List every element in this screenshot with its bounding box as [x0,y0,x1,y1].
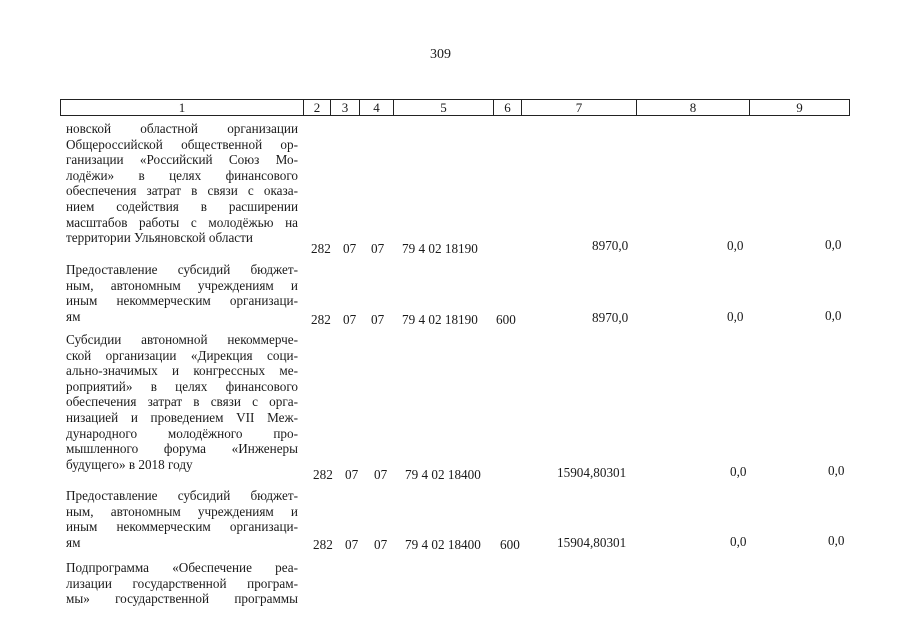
desc-line: ально-значимых и конгрессных ме- [66,363,298,379]
row-4-col-9: 0,0 [828,533,845,548]
desc-line: ным, автономным учреждениям и [66,277,298,293]
desc-line: иным некоммерческим организаци- [66,519,298,535]
row-3-col-4: 07 [374,467,388,482]
row-2-col-6: 600 [496,312,516,327]
desc-line: обеспечения затрат в связи с оказа- [66,183,298,199]
header-col-1: 1 [61,100,304,115]
desc-line: новской областной организации [66,121,298,136]
row-4-col-5: 79 4 02 18400 [405,537,481,552]
row-4-description [66,488,298,550]
row-3-description [66,332,298,472]
desc-line: Подпрограмма «Обеспечение реа- [66,560,298,575]
row-2-col-2: 282 [311,312,331,327]
table-header [60,99,850,116]
row-3-col-9: 0,0 [828,463,845,478]
header-col-5: 5 [394,100,494,115]
desc-line: роприятий» в целях финансового [66,378,298,394]
header-col-8: 8 [637,100,750,115]
desc-line: лодёжи» в целях финансового [66,167,298,183]
row-2-description [66,262,298,324]
row-1-col-4: 07 [371,241,385,256]
desc-line: нием содействия в расширении [66,198,298,214]
desc-line: Субсидии автономной некоммерче- [66,332,298,347]
header-col-9: 9 [796,100,803,115]
desc-line: будущего» в 2018 году [66,456,193,472]
row-2-col-9: 0,0 [825,308,842,323]
row-4-col-8: 0,0 [730,534,747,549]
row-4-col-2: 282 [313,537,333,552]
row-3-col-8: 0,0 [730,464,747,479]
desc-line: масштабов работы с молодёжью на [66,214,298,230]
desc-line: ям [66,534,81,550]
row-2-col-4: 07 [371,312,385,327]
row-1-col-2: 282 [311,241,331,256]
desc-line: ям [66,308,81,324]
row-2-col-5: 79 4 02 18190 [402,312,478,327]
desc-line: мы» государственной программы [66,591,298,607]
page-number: 309 [430,47,451,62]
desc-line: ганизации «Российский Союз Мо- [66,152,298,168]
desc-line: лизации государственной програм- [66,575,298,591]
desc-line: территории Ульяновской области [66,230,253,246]
desc-line: иным некоммерческим организаци- [66,293,298,309]
row-2-col-3: 07 [343,312,357,327]
row-4-col-3: 07 [345,537,359,552]
row-5-description [66,560,298,607]
desc-line: мышленного форума «Инженеры [66,441,298,457]
header-col-4: 4 [360,100,394,115]
row-3-col-5: 79 4 02 18400 [405,467,481,482]
row-4-col-7: 15904,80301 [557,535,627,550]
row-1-col-5: 79 4 02 18190 [402,241,478,256]
desc-line: Общероссийской общественной ор- [66,136,298,152]
row-1-col-7: 8970,0 [592,238,629,253]
desc-line: ской организации «Дирекция соци- [66,347,298,363]
row-4-col-6: 600 [500,537,520,552]
desc-line: дународного молодёжного про- [66,425,298,441]
desc-line: низацией и проведением VII Меж- [66,409,298,425]
row-3-col-3: 07 [345,467,359,482]
desc-line: Предоставление субсидий бюджет- [66,262,298,277]
header-col-2: 2 [304,100,331,115]
row-1-col-8: 0,0 [727,238,744,253]
row-2-col-7: 8970,0 [592,310,629,325]
row-1-col-9: 0,0 [825,237,842,252]
header-col-7: 7 [522,100,637,115]
desc-line: Предоставление субсидий бюджет- [66,488,298,503]
row-3-col-2: 282 [313,467,333,482]
header-col-6: 6 [494,100,522,115]
header-col-3: 3 [331,100,360,115]
desc-line: обеспечения затрат в связи с орга- [66,394,298,410]
row-2-col-8: 0,0 [727,309,744,324]
desc-line: ным, автономным учреждениям и [66,503,298,519]
row-3-col-7: 15904,80301 [557,465,627,480]
row-1-description [66,121,298,246]
row-1-col-3: 07 [343,241,357,256]
row-4-col-4: 07 [374,537,388,552]
